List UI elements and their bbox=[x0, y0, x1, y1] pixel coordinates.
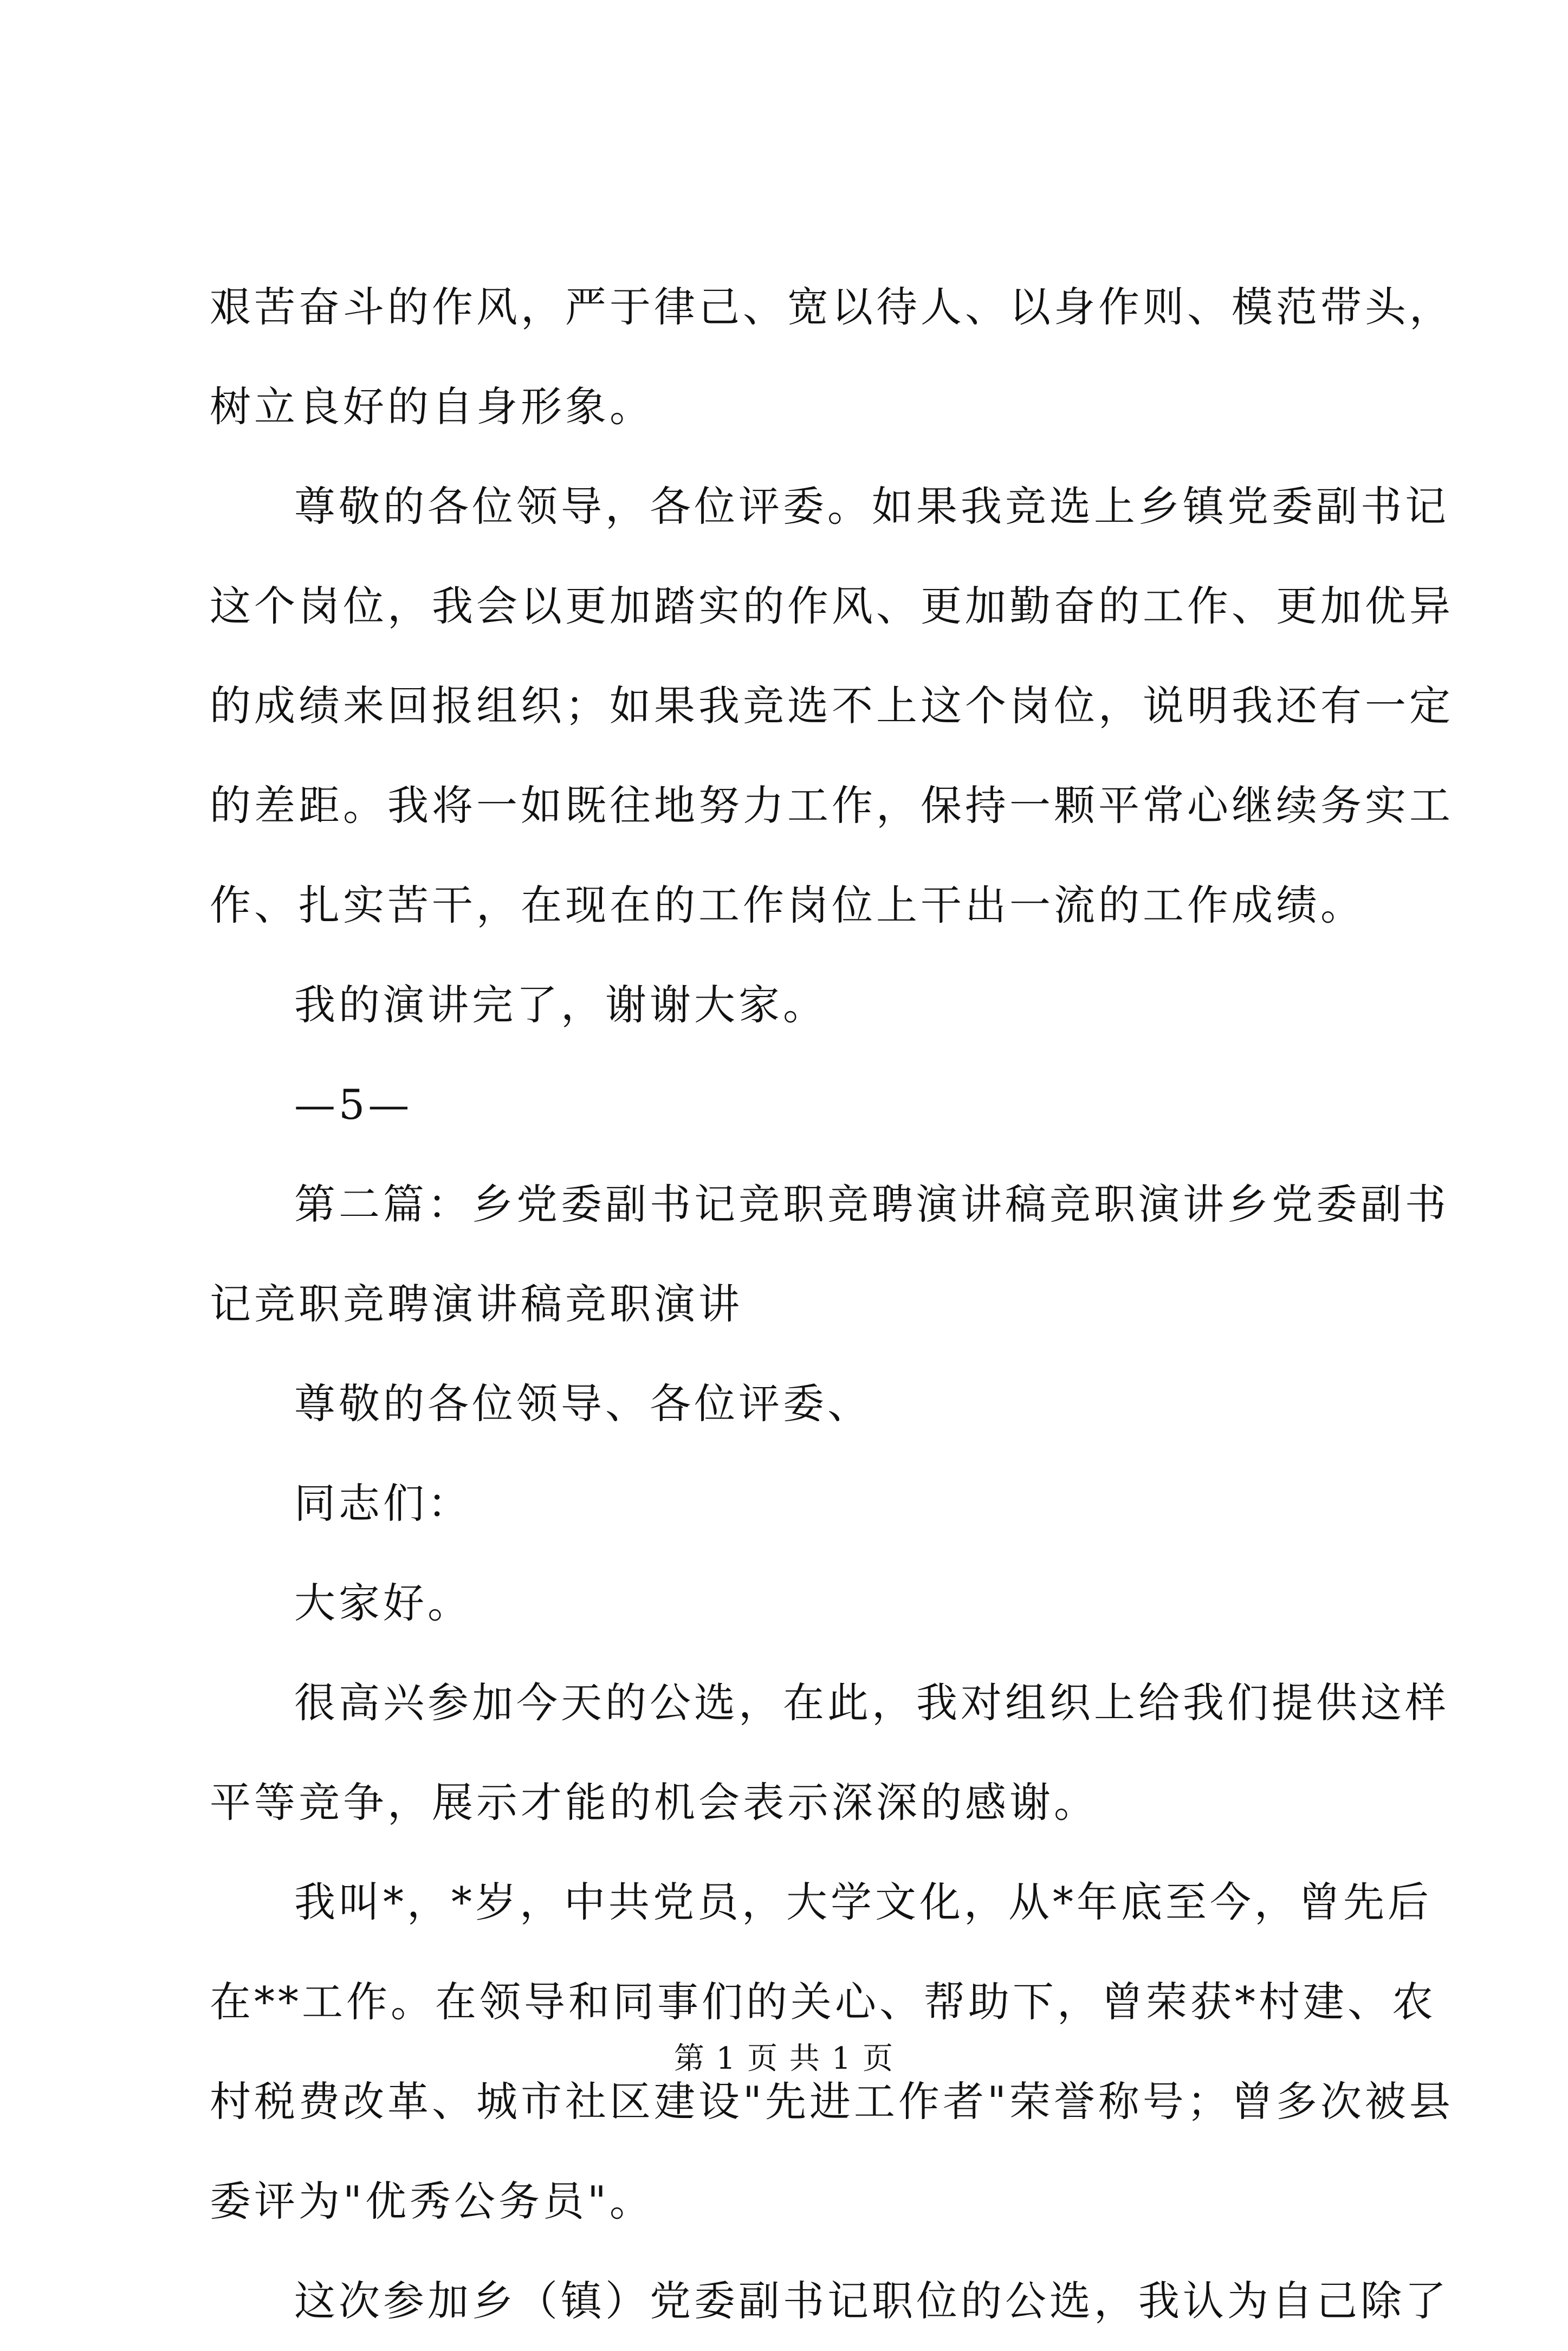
text-line: 很高兴参加今天的公选，在此，我对组织上给我们提供这样 bbox=[294, 1679, 1449, 1727]
section-title: 第二篇：乡党委副书记竞职竞聘演讲稿竞职演讲乡党委副书 bbox=[294, 1180, 1449, 1228]
text-line: 在**工作。在领导和同事们的关心、帮助下，曾荣获*村建、农 bbox=[210, 1978, 1436, 2026]
text-line: 的成绩来回报组织；如果我竞选不上这个岗位，说明我还有一定 bbox=[210, 682, 1454, 730]
text-line: 这个岗位，我会以更加踏实的作风、更加勤奋的工作、更加优异 bbox=[210, 582, 1454, 630]
text-line: 尊敬的各位领导，各位评委。如果我竞选上乡镇党委副书记 bbox=[294, 482, 1449, 530]
text-line: 艰苦奋斗的作风，严于律己、宽以待人、以身作则、模范带头， bbox=[210, 283, 1454, 331]
text-line: 的差距。我将一如既往地努力工作，保持一颗平常心继续务实工 bbox=[210, 781, 1454, 830]
page-marker: —5— bbox=[294, 1080, 413, 1129]
text-line: 树立良好的自身形象。 bbox=[210, 383, 654, 431]
salutation: 尊敬的各位领导、各位评委、 bbox=[294, 1379, 872, 1428]
greeting: 大家好。 bbox=[294, 1579, 472, 1627]
salutation: 同志们： bbox=[294, 1479, 472, 1527]
text-line: 平等竞争，展示才能的机会表示深深的感谢。 bbox=[210, 1778, 1098, 1827]
text-line: 我叫*，*岁，中共党员，大学文化，从*年底至今，曾先后 bbox=[294, 1878, 1432, 1926]
text-line: 作、扎实苦干，在现在的工作岗位上干出一流的工作成绩。 bbox=[210, 881, 1365, 929]
text-line: 委评为"优秀公务员"。 bbox=[210, 2177, 654, 2225]
text-line: 我的演讲完了，谢谢大家。 bbox=[294, 981, 827, 1029]
text-line: 这次参加乡（镇）党委副书记职位的公选，我认为自己除了 bbox=[294, 2277, 1449, 2325]
text-line: 村税费改革、城市社区建设"先进工作者"荣誉称号；曾多次被县 bbox=[210, 2077, 1454, 2126]
section-title: 记竞职竞聘演讲稿竞职演讲 bbox=[210, 1280, 743, 1328]
page-footer: 第 1 页 共 1 页 bbox=[673, 2041, 895, 2076]
